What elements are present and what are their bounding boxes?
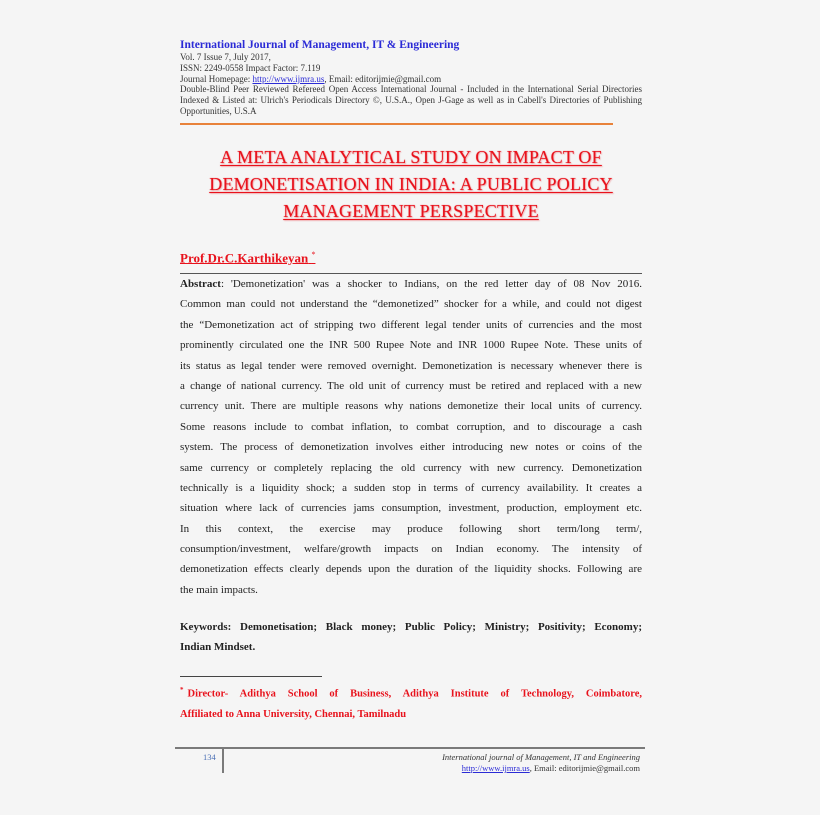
footer-vertical-divider xyxy=(222,747,224,773)
email-label: , Email: editorijmie@gmail.com xyxy=(324,74,442,84)
journal-description: Double-Blind Peer Reviewed Refereed Open Access International Journal - Included in the International Serial Directories Indexed & Listed at: Ulrich's Periodicals Directory ©, U.S.A., Open J-Gage as well as in Cabell's Directories of Publishing Opportunities, U.S.A xyxy=(180,84,642,117)
abstract-line: Common man could not understand the “demonetized” shocker for a while, and could not digest xyxy=(180,298,642,311)
footer-journal-name: International journal of Management, IT and Engineering xyxy=(442,752,640,762)
footer-info xyxy=(442,752,640,774)
footer-divider xyxy=(175,747,645,749)
abstract-line: consumption/investment, welfare/growth impacts on Indian economy. The intensity of xyxy=(180,543,642,556)
footer-contact xyxy=(462,763,640,773)
abstract-line: currency unit. There are multiple reasons why nations demonetize their local units of currency. xyxy=(180,400,642,413)
page-number: 134 xyxy=(203,752,216,762)
abstract-line: situation where lack of currencies jams consumption, investment, production, employment etc. xyxy=(180,502,642,515)
author-footnote-marker[interactable]: * xyxy=(311,250,316,259)
keywords-line: Keywords: Demonetisation; Black money; Public Policy; Ministry; Positivity; Economy; xyxy=(180,621,642,633)
abstract-line: the main impacts. xyxy=(180,583,258,596)
paper-title xyxy=(180,144,642,225)
footnote-divider xyxy=(180,676,322,677)
homepage-label: Journal Homepage: xyxy=(180,74,253,84)
issn-info: ISSN: 2249-0558 Impact Factor: 7.119 xyxy=(180,63,321,73)
abstract-line: its status as legal tender were removed overnight. Demonetization is necessary whenever there is xyxy=(180,359,642,372)
author-name-text: Prof.Dr.C.Karthikeyan xyxy=(180,250,309,266)
journal-name: International Journal of Management, IT & Engineering xyxy=(180,39,460,51)
abstract-line: Some reasons include to combat inflation, to combat corruption, and to discourage a cash xyxy=(180,420,642,433)
author-name xyxy=(180,250,315,266)
title-line-1: A META ANALYTICAL STUDY ON IMPACT OF xyxy=(220,147,602,167)
footnote xyxy=(180,680,642,725)
footnote-line: * Director- Adithya School of Business, Adithya Institute of Technology, Coimbatore, xyxy=(180,686,642,700)
homepage-link[interactable]: http://www.ijmra.us xyxy=(252,74,325,84)
footer-url-link[interactable]: http://www.ijmra.us xyxy=(461,763,530,773)
abstract-line: same currency or completely replacing the old currency with new currency. Demonetization xyxy=(180,461,642,474)
abstract-line: a change of national currency. The old unit of currency must be retired and replaced with a new xyxy=(180,379,642,392)
footer-email: , Email: editorijmie@gmail.com xyxy=(529,763,640,773)
abstract-line: In this context, the exercise may produce following short term/long term/, xyxy=(180,522,642,535)
footnote-line: Affiliated to Anna University, Chennai, Tamilnadu xyxy=(180,708,407,720)
header-divider xyxy=(180,123,613,125)
keywords xyxy=(180,617,642,658)
abstract-line: the “Demonetization act of stripping two different legal tender units of currencies and the most xyxy=(180,318,642,331)
abstract-line: technically is a liquidity shock; a sudden stop in terms of currency availability. It creates a xyxy=(180,481,642,494)
abstract xyxy=(180,274,642,600)
abstract-line: Abstract: 'Demonetization' was a shocker to Indians, on the red letter day of 08 Nov 2016. xyxy=(180,278,642,290)
title-line-2: DEMONETISATION IN INDIA: A PUBLIC POLICY xyxy=(209,174,613,194)
abstract-line: prominently circulated one the INR 500 Rupee Note and INR 1000 Rupee Note. These units of xyxy=(180,339,642,352)
abstract-line: system. The process of demonetization involves either introducing new notes or coins of the xyxy=(180,441,642,454)
footnote-marker: * xyxy=(180,686,184,694)
abstract-line: demonetization effects clearly depends upon the duration of the liquidity shocks. Following are xyxy=(180,563,642,576)
abstract-label: Abstract xyxy=(180,278,221,290)
volume-info: Vol. 7 Issue 7, July 2017, xyxy=(180,52,271,62)
keywords-line: Indian Mindset. xyxy=(180,641,256,654)
title-line-3: MANAGEMENT PERSPECTIVE xyxy=(283,201,539,221)
